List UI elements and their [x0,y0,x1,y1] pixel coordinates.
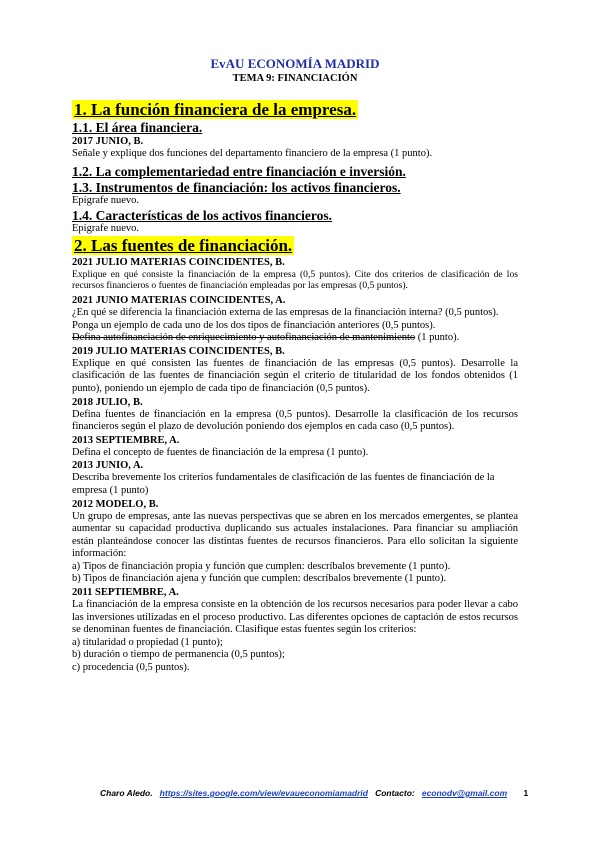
exam-label: 2021 JUNIO MATERIAS COINCIDENTES, A. [72,294,286,306]
document-subtitle: TEMA 9: FINANCIACIÓN [232,73,358,84]
exam-label: 2021 JULIO MATERIAS COINCIDENTES, B. [72,256,285,268]
exam-label: 2018 JULIO, B. [72,396,143,408]
page-number: 1 [523,788,529,798]
exam-label: 2011 SEPTIEMBRE, A. [72,587,179,599]
section-2-heading: 2. Las fuentes de financiación. [74,235,293,255]
subsection-1-2-heading: 1.2. La complementariedad entre financiación e inversión. [72,163,406,179]
subsection-note: Epígrafe nuevo. [72,194,140,206]
subsection-1-3-heading: 1.3. Instrumentos de financiación: los activos financieros. [72,179,401,195]
footer-contact-label: Contacto: [375,788,415,798]
subsection-note: Epígrafe nuevo. [72,223,140,235]
exam-question-struck: Defina autofinanciación de enriquecimiento y autofinanciación de mantenimiento (1 punto). [72,332,460,344]
subsection-1-1-heading: 1.1. El área financiera. [72,120,203,135]
exam-question: Describa brevemente los criterios fundamentales de clasificación de las fuentes de financiación de la empresa (1 punto) [72,472,495,496]
exam-label: 2017 JUNIO, B. [72,136,144,147]
exam-question: La financiación de la empresa consiste en la obtención de los recursos necesarios para poder llevar a cabo las inversiones utilizadas en el proceso productivo. Las diferentes opciones de captación de estos recursos se denominan fuentes de financiación. Clasifique estas fuentes según los criterios: [72,599,518,636]
page-footer [100,788,540,798]
exam-question: Señale y explique dos funciones del departamento financiero de la empresa (1 punto). [72,148,433,159]
exam-question: Un grupo de empresas, ante las nuevas perspectivas que se abren en los mercados emergentes, se plantea aumentar su capacidad productiva duplicando sus actuales instalaciones. Para financiar su ampliación están planteándose conocer las distintas fuentes de recursos financieros. Para ello solicitan la siguiente información: [72,510,518,560]
exam-question-item: b) Tipos de financiación ajena y función que cumplen: descríbalos brevemente (1 punto). [72,573,447,585]
exam-label: 2012 MODELO, B. [72,498,159,510]
exam-label: 2013 SEPTIEMBRE, A. [72,434,180,446]
exam-question-item: c) procedencia (0,5 puntos). [72,662,190,674]
exam-question: Explique en qué consiste la financiación de la empresa (0,5 puntos). Cite dos criterios de clasificación de los recursos financieros o fuentes de financiación empleadas por las empresas (0,5 puntos). [72,268,518,292]
footer-site-link[interactable]: https://sites.google.com/view/evaueconomiamadrid [159,788,368,798]
exam-label: 2013 JUNIO, A. [72,460,144,472]
footer-email-link[interactable]: econodv@gmail.com [421,788,508,798]
exam-question-item: b) duración o tiempo de permanencia (0,5 puntos); [72,649,285,661]
exam-question: Explique en qué consisten las fuentes de financiación de las empresas (0,5 puntos). Desarrolle la clasificación de las fuentes de financiación según el criterio de titularidad de los fondos obtenidos (1 punto), poniendo un ejemplo de cada tipo de financiación (0,5 puntos). [72,357,518,394]
footer-author: Charo Aledo. [100,788,153,798]
exam-label: 2019 JULIO MATERIAS COINCIDENTES, B. [72,345,285,357]
document-title: EvAU ECONOMÍA MADRID [210,56,380,71]
document-page [72,56,518,675]
exam-question: ¿En qué se diferencia la financiación externa de las empresas de la financiación interna? (0,5 puntos). Ponga un ejemplo de cada uno de los dos tipos de financiación anteriores (0,5 puntos). [72,306,499,331]
exam-question: Defina el concepto de fuentes de financiación de la empresa (1 punto). [72,446,369,458]
exam-question-item: a) titularidad o propiedad (1 punto); [72,636,223,648]
subsection-1-4-heading: 1.4. Características de los activos financieros. [72,208,332,224]
exam-question: Defina fuentes de financiación en la empresa (0,5 puntos). Desarrolle la clasificación de los recursos financieros según el plazo de devolución poniendo dos ejemplos en cada caso (0,5 puntos). [72,408,518,433]
exam-question-item: a) Tipos de financiación propia y función que cumplen: descríbalos brevemente (1 punto). [72,560,451,572]
section-1-heading: 1. La función financiera de la empresa. [74,100,357,119]
